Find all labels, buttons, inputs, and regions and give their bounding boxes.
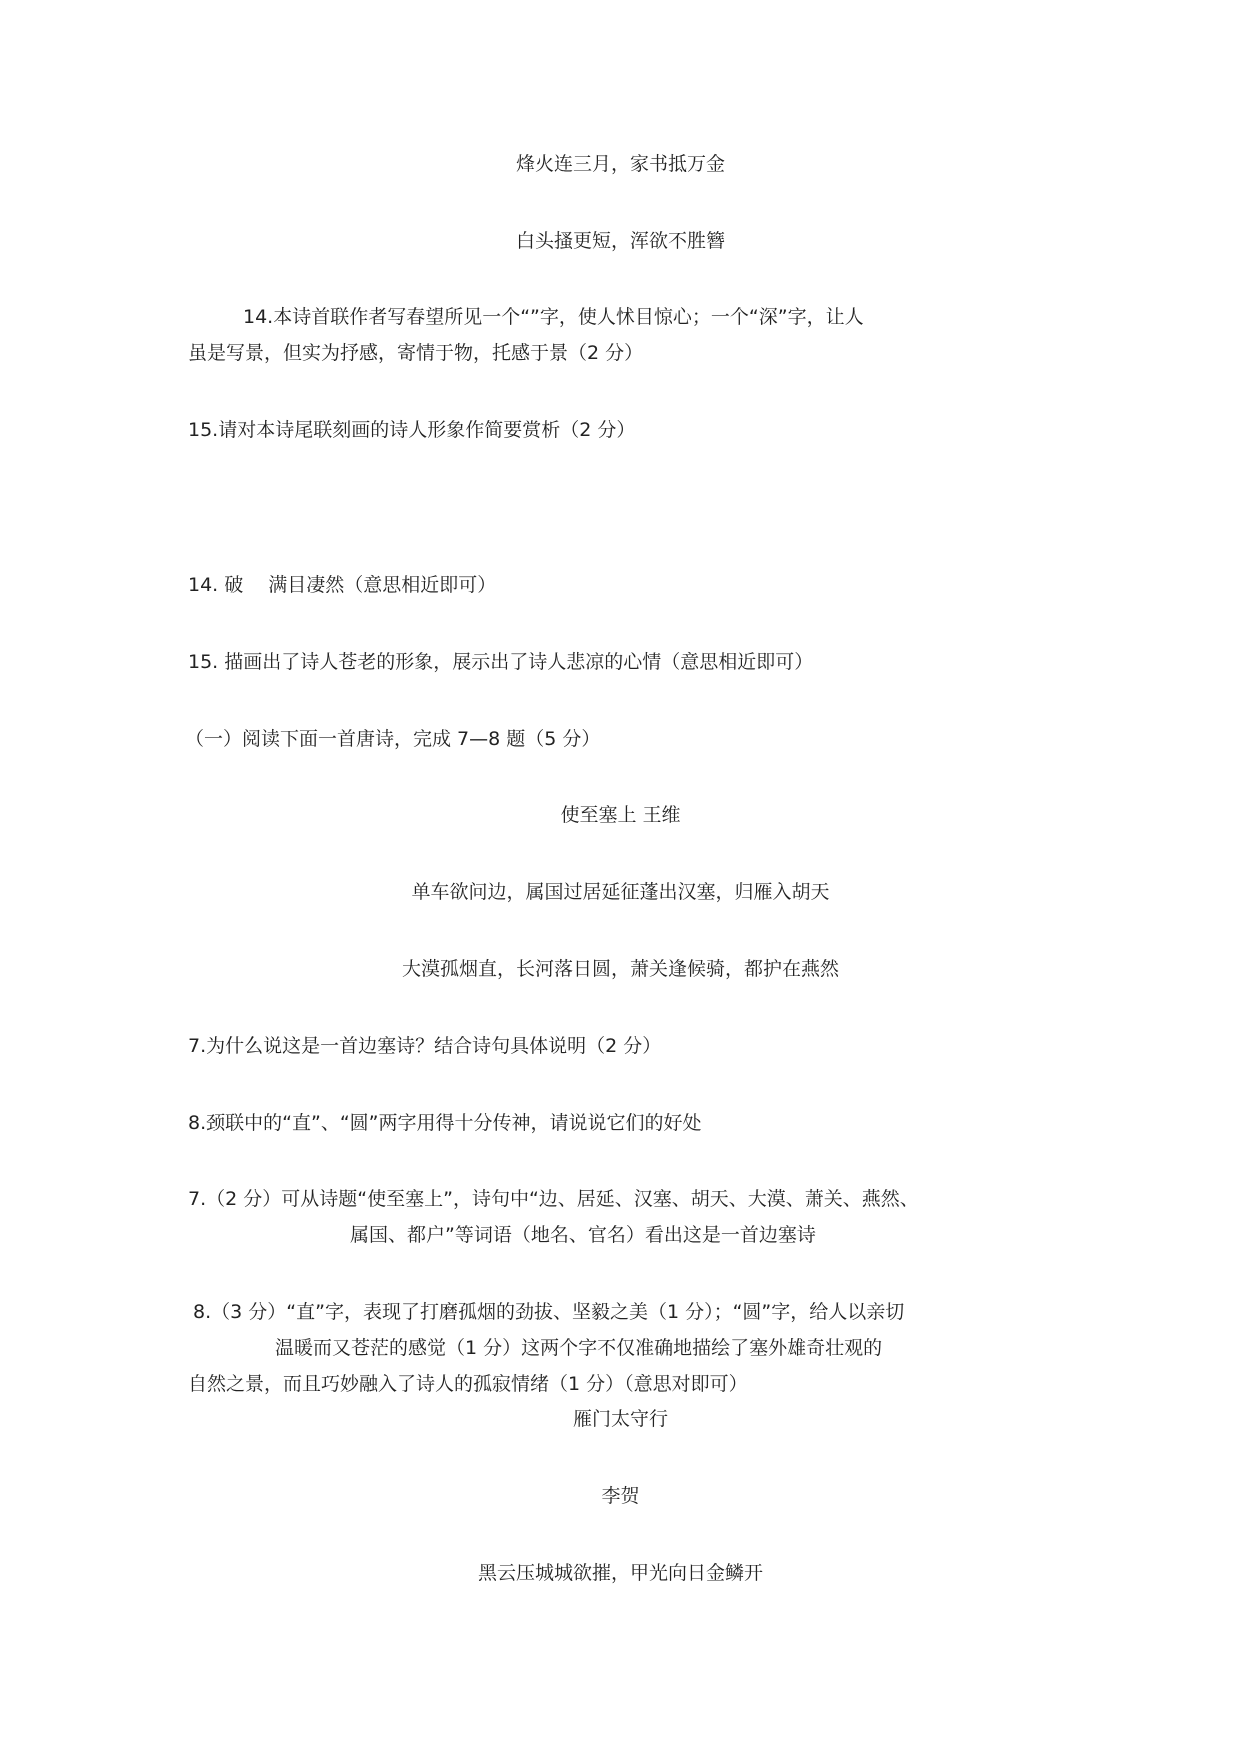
question-14-line-2: 虽是写景，但实为抒感，寄情于物，托感于景（2 分） [188,342,644,364]
answer-14: 14. 破 满目凄然（意思相近即可） [188,574,497,596]
question-7: 7.为什么说这是一首边塞诗？结合诗句具体说明（2 分） [188,1035,662,1057]
question-8: 8.颈联中的“直”、“圆”两字用得十分传神，请说说它们的好处 [188,1112,702,1134]
question-14-line-1: 14.本诗首联作者写春望所见一个“”字，使人怵目惊心；一个“深”字，让人 [243,306,864,328]
poem-line: 烽火连三月，家书抵万金 [515,153,725,175]
poem-line: 大漠孤烟直，长河落日圆，萧关逢候骑，都护在燕然 [401,958,839,980]
answer-7-line-1: 7.（2 分）可从诗题“使至塞上”，诗句中“边、居延、汉塞、胡天、大漠、萧关、燕然、 [188,1188,919,1210]
answer-8-line-2: 温暖而又苍茫的感觉（1 分）这两个字不仅准确地描绘了塞外雄奇壮观的 [275,1337,883,1359]
poem-title: 使至塞上 王维 [560,804,681,826]
question-15: 15.请对本诗尾联刻画的诗人形象作简要赏析（2 分） [188,419,636,441]
answer-15: 15. 描画出了诗人苍老的形象，展示出了诗人悲凉的心情（意思相近即可） [188,651,814,673]
answer-8-line-3: 自然之景，而且巧妙融入了诗人的孤寂情绪（1 分）（意思对即可） [188,1373,748,1395]
answer-7-line-2: 属国、都户”等词语（地名、官名）看出这是一首边塞诗 [350,1224,816,1246]
poem-line: 白头搔更短，浑欲不胜簪 [515,230,725,252]
poem-line: 黑云压城城欲摧，甲光向日金鳞开 [477,1562,763,1584]
section-heading: （一）阅读下面一首唐诗，完成 7—8 题（5 分） [185,728,601,750]
poem-author: 李贺 [601,1485,640,1507]
poem-title: 雁门太守行 [572,1408,668,1430]
poem-line: 单车欲问边，属国过居延征蓬出汉塞，归雁入胡天 [411,881,830,903]
answer-8-line-1: 8.（3 分）“直”字，表现了打磨孤烟的劲拔、坚毅之美（1 分）；“圆”字，给人以亲切 [193,1301,905,1323]
